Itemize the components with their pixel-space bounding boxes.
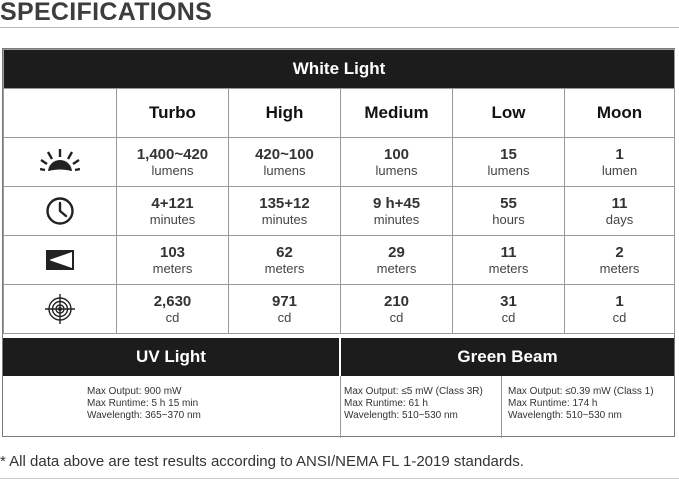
cell-distance-moon: 2 meters [565,236,675,285]
cell-runtime-turbo: 4+121 minutes [117,187,229,236]
mode-header-row [4,89,675,138]
uv-max-runtime: Max Runtime: 5 h 15 min [87,398,199,409]
cell-output-moon: 1 lumen [565,138,675,187]
green-beam-specs-class1 [502,376,674,438]
footnote: * All data above are test results according to ANSI/NEMA FL 1-2019 standards. [0,453,524,470]
green-c1-max-output: Max Output: ≤0.39 mW (Class 1) [508,386,654,397]
mode-low: Low [453,89,565,138]
cell-output-high: 420~100 lumens [229,138,341,187]
table-row-output [4,138,675,187]
brightness-icon [4,138,117,187]
cell-intensity-moon: 1 cd [565,285,675,334]
page-title: SPECIFICATIONS [0,0,213,26]
beam-distance-icon [4,236,117,285]
cell-runtime-high: 135+12 minutes [229,187,341,236]
cell-distance-high: 62 meters [229,236,341,285]
green-c1-wavelength: Wavelength: 510~530 nm [508,410,622,421]
white-light-header: White Light [4,50,675,89]
cell-distance-medium: 29 meters [341,236,453,285]
green-3r-max-runtime: Max Runtime: 61 h [344,398,428,409]
green-3r-max-output: Max Output: ≤5 mW (Class 3R) [344,386,483,397]
green-beam-specs-3r [341,376,502,438]
corner-cell [4,89,117,138]
cell-runtime-moon: 11 days [565,187,675,236]
green-beam-header: Green Beam [341,338,674,376]
title-divider [0,27,679,28]
cell-output-medium: 100 lumens [341,138,453,187]
cell-intensity-turbo: 2,630 cd [117,285,229,334]
cell-intensity-low: 31 cd [453,285,565,334]
intensity-target-icon [4,285,117,334]
uv-wavelength: Wavelength: 365~370 nm [87,410,201,421]
clock-icon [4,187,117,236]
uv-max-output: Max Output: 900 mW [87,386,182,397]
mode-high: High [229,89,341,138]
cell-distance-low: 11 meters [453,236,565,285]
cell-output-turbo: 1,400~420 lumens [117,138,229,187]
table-row-distance [4,236,675,285]
table-row-intensity [4,285,675,334]
footer-divider [0,478,679,479]
cell-runtime-low: 55 hours [453,187,565,236]
cell-runtime-medium: 9 h+45 minutes [341,187,453,236]
green-3r-wavelength: Wavelength: 510~530 nm [344,410,458,421]
green-c1-max-runtime: Max Runtime: 174 h [508,398,598,409]
table-row-runtime [4,187,675,236]
cell-intensity-medium: 210 cd [341,285,453,334]
mode-moon: Moon [565,89,675,138]
uv-light-header: UV Light [3,338,339,376]
spec-table-panel [2,48,675,437]
white-light-table [3,49,675,334]
cell-output-low: 15 lumens [453,138,565,187]
mode-medium: Medium [341,89,453,138]
cell-distance-turbo: 103 meters [117,236,229,285]
uv-light-specs [3,376,341,438]
mode-turbo: Turbo [117,89,229,138]
cell-intensity-high: 971 cd [229,285,341,334]
